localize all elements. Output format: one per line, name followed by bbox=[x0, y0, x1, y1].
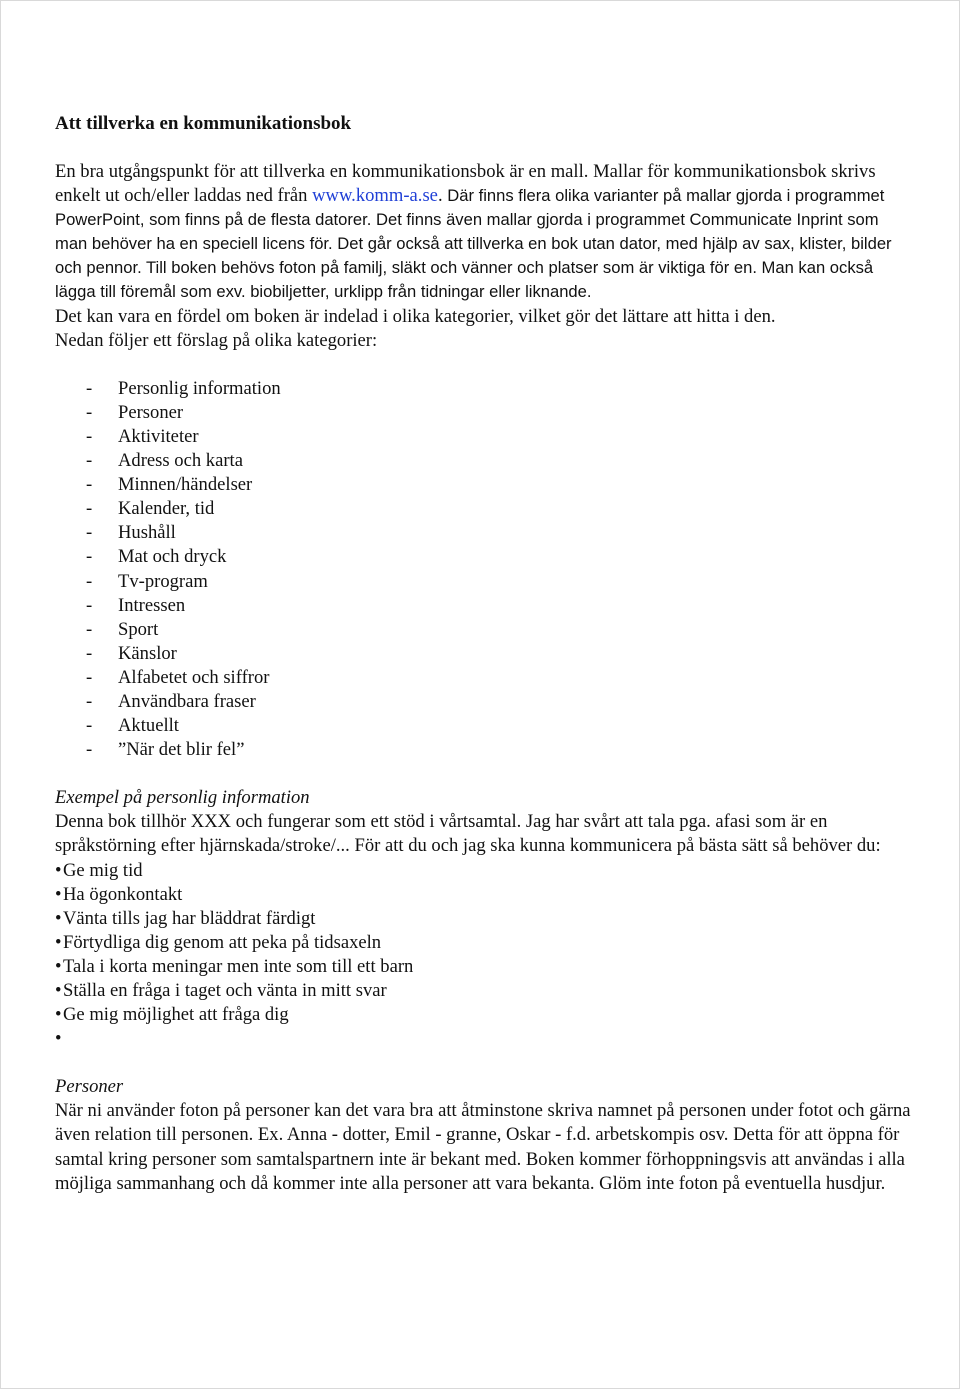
section-personal-title: Exempel på personlig information bbox=[55, 787, 310, 809]
bullet-marker: • bbox=[55, 955, 62, 977]
needs-bullet-list bbox=[55, 859, 915, 1052]
dash-marker: - bbox=[86, 474, 93, 496]
category-label: Mat och dryck bbox=[118, 546, 227, 568]
dash-marker: - bbox=[86, 618, 93, 640]
intro-categories-line: Det kan vara en fördel om boken är indelad i olika kategorier, vilket gör det lättare att hitta i den. bbox=[55, 305, 776, 327]
document-title: Att tillverka en kommunikationsbok bbox=[55, 113, 352, 134]
category-label: Kalender, tid bbox=[118, 498, 215, 520]
section-personal-text: Denna bok tillhör XXX och fungerar som ett stöd i vårtsamtal. Jag har svårt att tala pga. afasi som är en språkstörning efter hjärnskada/stroke/... För att du och jag ska kunna kommunicera på bästa sätt så behöver du: bbox=[55, 811, 881, 857]
bullet-item bbox=[55, 931, 915, 955]
bullet-item bbox=[55, 859, 915, 883]
category-item bbox=[55, 521, 915, 545]
category-label: Adress och karta bbox=[118, 450, 243, 472]
category-label: Aktiviteter bbox=[118, 425, 199, 447]
category-label: Personlig information bbox=[118, 377, 281, 399]
dash-marker: - bbox=[86, 666, 93, 688]
intro-line1: En bra utgångspunkt för att tillverka en kommunikationsbok är en mall. Mallar för kommunikationsbok skrivs enkelt ut och/eller laddas ned från bbox=[55, 161, 876, 207]
category-label: Hushåll bbox=[118, 522, 176, 544]
dash-marker: - bbox=[86, 642, 93, 664]
bullet-text: Tala i korta meningar men inte som till ett barn bbox=[63, 955, 414, 977]
section-persons-title: Personer bbox=[55, 1076, 124, 1098]
section-persons-text: När ni använder foton på personer kan det vara bra att åtminstone skriva namnet på personen under fotot och gärna även relation till personen. Ex. Anna - dotter, Emil - granne, Oskar - f.d. arbetskompis osv. Detta för att öppna för samtal kring personer som samtalspartnern inte är bekant med. Boken kommer förhoppningsvis att användas i alla möjliga sammanhang och då kommer inte alla personer att vara bekanta. Glöm inte foton på eventuella husdjur. bbox=[55, 1100, 911, 1194]
komm-a-link[interactable]: www.komm-a.se bbox=[312, 185, 438, 207]
dash-marker: - bbox=[86, 570, 93, 592]
category-item bbox=[55, 666, 915, 690]
category-item bbox=[55, 425, 915, 449]
intro-sans-text: Där finns flera olika varianter på mallar gjorda i programmet PowerPoint, som finns på de flesta datorer. Det finns även mallar gjorda i programmet Communicate Inprint som man behöver ha en speciell licens för. Det går också att tillverka en bok utan dator, med hjälp av sax, klister, bilder och pennor. Till boken behövs foton på familj, släkt och vänner och platser som är viktiga för en. Man kan också lägga till föremål som exv. biobiljetter, urklipp från tidningar eller liknande. bbox=[55, 186, 892, 302]
category-item bbox=[55, 570, 915, 594]
bullet-item bbox=[55, 979, 915, 1003]
category-item bbox=[55, 401, 915, 425]
bullet-marker: • bbox=[55, 859, 62, 881]
bullet-text: Ge mig tid bbox=[63, 859, 143, 881]
bullet-item bbox=[55, 1003, 915, 1027]
bullet-item bbox=[55, 907, 915, 931]
dash-marker: - bbox=[86, 377, 93, 399]
bullet-marker: • bbox=[55, 931, 62, 953]
intro-following-line: Nedan följer ett förslag på olika kategorier: bbox=[55, 329, 378, 351]
intro-paragraph bbox=[55, 160, 915, 353]
category-item bbox=[55, 377, 915, 401]
category-label: Personer bbox=[118, 401, 184, 423]
dash-marker: - bbox=[86, 498, 93, 520]
category-label: Tv-program bbox=[118, 570, 208, 592]
dash-marker: - bbox=[86, 522, 93, 544]
category-item bbox=[55, 473, 915, 497]
section-persons bbox=[55, 1075, 915, 1195]
dash-marker: - bbox=[86, 425, 93, 447]
intro-line1-after: . bbox=[437, 185, 448, 207]
category-label: Känslor bbox=[118, 642, 177, 664]
category-label: Minnen/händelser bbox=[118, 474, 253, 496]
category-item bbox=[55, 738, 915, 762]
dash-marker: - bbox=[86, 594, 93, 616]
dash-marker: - bbox=[86, 690, 93, 712]
category-label: Alfabetet och siffror bbox=[118, 666, 270, 688]
bullet-item bbox=[55, 955, 915, 979]
bullet-text: Ställa en fråga i taget och vänta in mitt svar bbox=[63, 980, 387, 1001]
bullet-marker: • bbox=[55, 907, 62, 929]
bullet-marker: • bbox=[55, 883, 62, 905]
dash-marker: - bbox=[86, 739, 93, 761]
category-item bbox=[55, 594, 915, 618]
category-item bbox=[55, 618, 915, 642]
dash-marker: - bbox=[86, 450, 93, 472]
dash-marker: - bbox=[86, 715, 93, 737]
category-label: ”När det blir fel” bbox=[118, 739, 245, 761]
intro-text bbox=[55, 160, 915, 305]
category-item bbox=[55, 449, 915, 473]
category-item bbox=[55, 497, 915, 521]
bullet-text: Förtydliga dig genom att peka på tidsaxeln bbox=[63, 931, 382, 953]
category-item bbox=[55, 714, 915, 738]
category-item bbox=[55, 690, 915, 714]
bullet-text: Ge mig möjlighet att fråga dig bbox=[63, 1004, 289, 1026]
category-label: Användbara fraser bbox=[118, 690, 256, 712]
dash-marker: - bbox=[86, 546, 93, 568]
bullet-item bbox=[55, 883, 915, 907]
bullet-text: Ha ögonkontakt bbox=[63, 883, 183, 905]
category-label: Sport bbox=[118, 618, 159, 640]
bullet-item bbox=[55, 1027, 915, 1051]
category-label: Aktuellt bbox=[118, 715, 179, 737]
bullet-marker: • bbox=[55, 1004, 62, 1026]
category-list bbox=[55, 377, 915, 763]
bullet-text: Vänta tills jag har bläddrat färdigt bbox=[63, 907, 316, 929]
category-item bbox=[55, 642, 915, 666]
category-label: Intressen bbox=[118, 594, 186, 616]
bullet-marker: • bbox=[55, 980, 62, 1001]
section-personal-info bbox=[55, 786, 915, 1051]
category-item bbox=[55, 545, 915, 569]
bullet-marker: • bbox=[55, 1028, 62, 1050]
document-content bbox=[55, 111, 915, 1196]
dash-marker: - bbox=[86, 401, 93, 423]
